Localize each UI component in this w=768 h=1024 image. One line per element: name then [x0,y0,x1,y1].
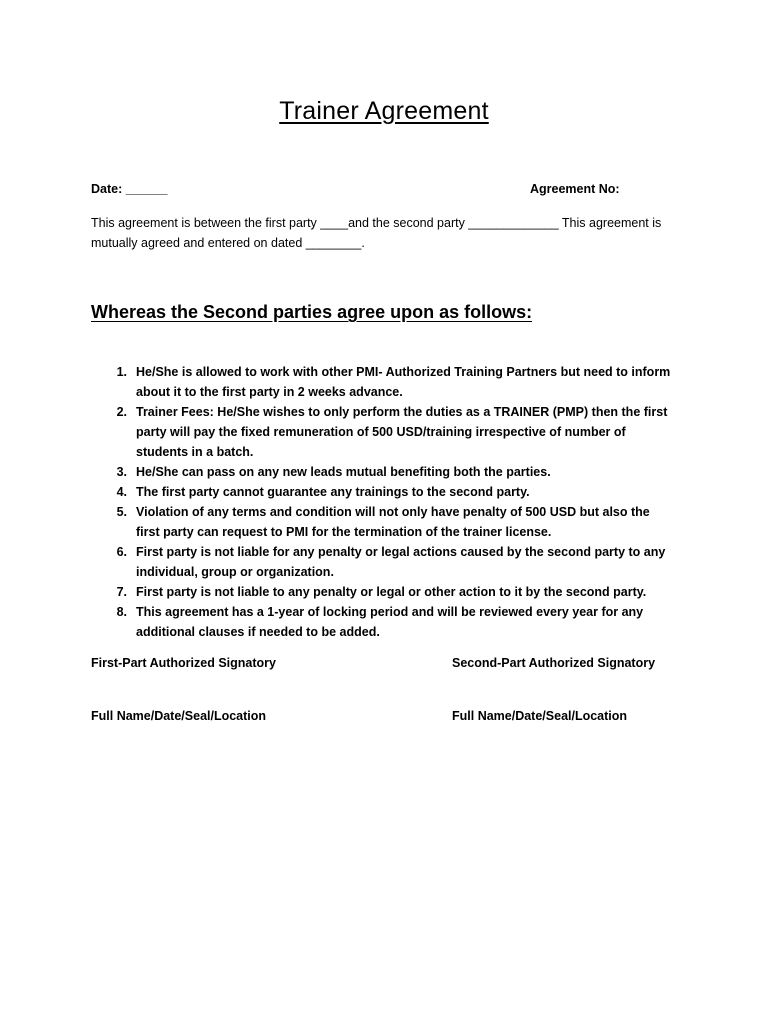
clause-text: Violation of any terms and condition will not only have penalty of 500 USD but also the first party can request to PMI for the termination of the trainer license. [136,505,650,539]
clause-number: 1. [116,365,127,379]
first-party-signatory-label: First-Part Authorized Signatory [91,656,276,670]
clause-list [91,362,681,642]
clause-number: 8. [116,605,127,619]
clause-item [91,362,681,402]
agreement-number-label: Agreement No: [530,182,620,196]
clause-item [91,582,681,602]
second-party-signatory-label: Second-Part Authorized Signatory [452,656,656,670]
clause-number: 7. [116,585,127,599]
clause-text: Trainer Fees: He/She wishes to only perform the duties as a TRAINER (PMP) then the first party will pay the fixed remuneration of 500 USD/training irrespective of number of students in a batch. [136,405,668,459]
clause-item [91,542,681,582]
first-party-details-label: Full Name/Date/Seal/Location [91,709,267,723]
document-title: Trainer Agreement [279,97,489,125]
clause-item [91,402,681,462]
clause-item [91,462,681,482]
clause-number: 5. [116,505,127,519]
clause-text: This agreement has a 1-year of locking period and will be reviewed every year for any additional clauses if needed to be added. [136,605,644,639]
clause-text: The first party cannot guarantee any trainings to the second party. [136,485,530,499]
clause-item [91,502,681,542]
second-party-details-label: Full Name/Date/Seal/Location [452,709,628,723]
clause-text: First party is not liable to any penalty or legal or other action to it by the second party. [136,585,647,599]
clause-text: First party is not liable for any penalty or legal actions caused by the second party to any individual, group or organization. [136,545,666,579]
clause-number: 2. [116,405,127,419]
clause-number: 6. [116,545,127,559]
clause-text: He/She can pass on any new leads mutual benefiting both the parties. [136,465,551,479]
clause-item [91,482,681,502]
section-heading: Whereas the Second parties agree upon as follows: [91,302,533,322]
date-field-label: Date: ______ [91,182,168,196]
clause-number: 3. [116,465,127,479]
clause-item [91,602,681,642]
clause-number: 4. [116,485,127,499]
clause-text: He/She is allowed to work with other PMI- Authorized Training Partners but need to inform about it to the first party in 2 weeks advance. [136,365,671,399]
intro-paragraph: This agreement is between the first party ____and the second party _____________ This agreement is mutually agreed and entered on dated ________. [91,216,662,250]
